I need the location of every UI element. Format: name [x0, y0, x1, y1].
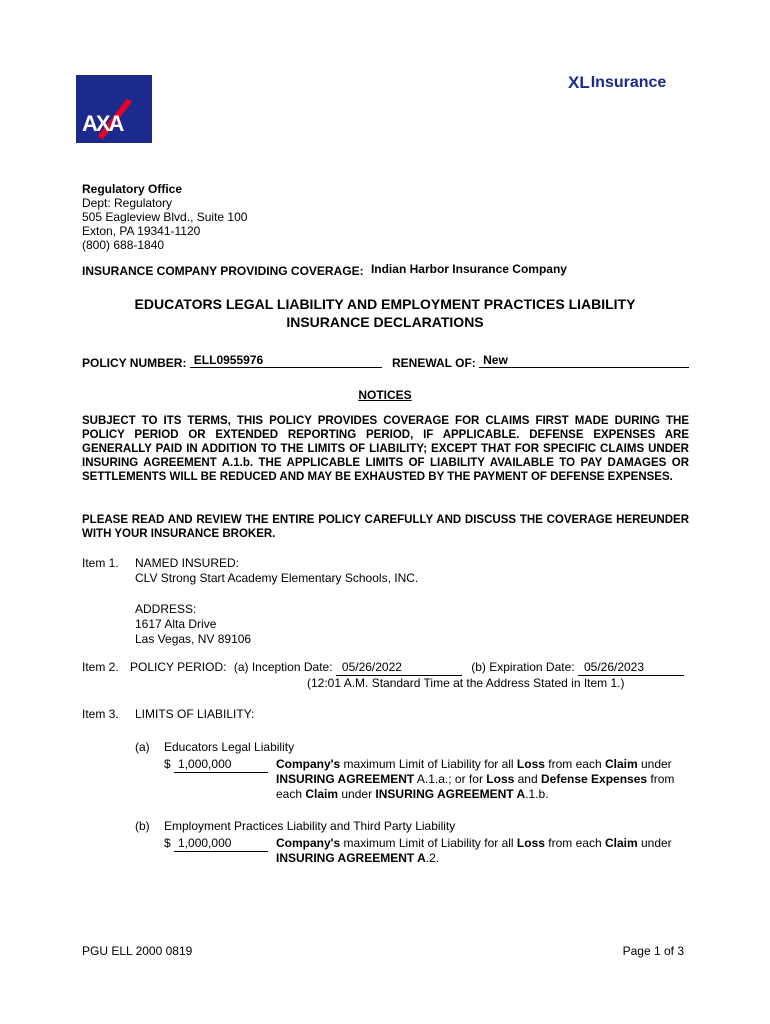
limit-a-loss: Loss	[516, 757, 545, 771]
limit-a-amount: 1,000,000	[174, 757, 268, 773]
axa-logo	[76, 75, 152, 143]
expiration-date: 05/26/2023	[578, 660, 684, 676]
limit-b-amount-line	[164, 836, 268, 852]
named-insured-heading: NAMED INSURED:	[135, 556, 240, 570]
named-insured-name: CLV Strong Start Academy Elementary Schools, INC.	[135, 571, 419, 585]
office-address-line1: 505 Eagleview Blvd., Suite 100	[82, 210, 248, 224]
limit-b-claim: Claim	[604, 836, 638, 850]
limit-b-amount: 1,000,000	[174, 836, 268, 852]
limit-a-claim: Claim	[604, 757, 638, 771]
limit-a-text: under	[338, 787, 376, 801]
limit-b-description	[276, 836, 676, 866]
office-title: Regulatory Office	[82, 182, 183, 196]
inception-date: 05/26/2022	[336, 660, 462, 676]
limit-a-company: Company's	[276, 757, 341, 771]
limit-b-title: Employment Practices Liability and Third Party Liability	[164, 819, 456, 833]
provider-line	[82, 264, 567, 278]
limit-a-text: .1.b.	[525, 787, 549, 801]
limit-b-marker: (b)	[135, 819, 150, 833]
policy-period-heading: POLICY PERIOD:	[130, 660, 227, 674]
notices-paragraph-2: PLEASE READ AND REVIEW THE ENTIRE POLICY CAREFULLY AND DISCUSS THE COVERAGE HEREUNDER WITH YOUR INSURANCE BROKER.	[82, 514, 689, 540]
limit-a-description	[276, 757, 676, 802]
limit-a-text: and	[514, 772, 541, 786]
limit-b-loss: Loss	[516, 836, 545, 850]
limit-b-company: Company's	[276, 836, 341, 850]
axa-logo-text: AXA	[82, 111, 123, 136]
document-title-line2: INSURANCE DECLARATIONS	[286, 314, 484, 330]
limit-a-insuring-agreement: INSURING AGREEMENT A	[375, 787, 526, 801]
notices-heading: NOTICES	[358, 388, 412, 402]
policy-number-label: POLICY NUMBER:	[82, 356, 187, 370]
footer-form-number: PGU ELL 2000 0819	[82, 944, 193, 958]
address-line1: 1617 Alta Drive	[135, 617, 217, 631]
item2-label: Item 2.	[82, 660, 119, 674]
provider-value: Indian Harbor Insurance Company	[370, 262, 567, 276]
limit-b-currency: $	[164, 836, 171, 850]
limit-a-claim: Claim	[305, 787, 339, 801]
limit-b-insuring-agreement: INSURING AGREEMENT A	[276, 851, 426, 865]
xl-insurance-logo	[568, 73, 666, 93]
limit-a-title: Educators Legal Liability	[164, 740, 295, 754]
limit-a-loss: Loss	[486, 772, 515, 786]
policy-period-line	[130, 660, 684, 676]
address-heading: ADDRESS:	[135, 602, 197, 616]
renewal-value: New	[479, 353, 689, 368]
limit-a-defense-expenses: Defense Expenses	[541, 772, 648, 786]
limit-b-text: maximum Limit of Liability for all	[340, 836, 517, 850]
notices-paragraph-1: SUBJECT TO ITS TERMS, THIS POLICY PROVIDES COVERAGE FOR CLAIMS FIRST MADE DURING THE POLICY PERIOD OR EXTENDED REPORTING PERIOD, IF APPLICABLE. DEFENSE EXPENSES ARE GENERALLY PAID IN ADDITION TO THE LIMITS OF LIABILITY; EXCEPT THAT FOR SPECIFIC CLAIMS UNDER INSURING AGREEMENT A.1.b. THE APPLICABLE LIMITS OF LIABILITY AVAILABLE TO PAY DAMAGES OR SETTLEMENTS WILL BE REDUCED AND MAY BE EXHAUSTED BY THE PAYMENT OF DEFENSE EXPENSES.	[82, 415, 689, 483]
limit-a-text: under	[637, 757, 672, 771]
limit-a-currency: $	[164, 757, 171, 771]
limits-heading: LIMITS OF LIABILITY:	[135, 707, 255, 721]
footer-page-number: Page 1 of 3	[622, 944, 684, 958]
office-address-line2: Exton, PA 19341-1120	[82, 224, 201, 238]
inception-label: (a) Inception Date:	[233, 660, 333, 674]
limit-b-text: .2.	[425, 851, 440, 865]
provider-label: INSURANCE COMPANY PROVIDING COVERAGE:	[82, 264, 364, 278]
policy-period-note: (12:01 A.M. Standard Time at the Address Stated in Item 1.)	[307, 676, 625, 690]
limit-a-text: maximum Limit of Liability for all	[340, 757, 517, 771]
limit-b-text: from each	[544, 836, 605, 850]
limit-a-text: A.1.a.; or for	[414, 772, 487, 786]
expiration-label: (b) Expiration Date:	[471, 660, 575, 674]
limit-a-insuring-agreement: INSURING AGREEMENT	[276, 772, 415, 786]
limit-a-marker: (a)	[135, 740, 150, 754]
policy-number-line	[82, 353, 382, 371]
policy-number-value: ELL0955976	[190, 353, 382, 368]
office-phone: (800) 688-1840	[82, 238, 165, 252]
item1-label: Item 1.	[82, 556, 119, 570]
limit-a-text: from	[647, 772, 675, 786]
xl-logo-mark: XL	[568, 73, 590, 92]
address-line2: Las Vegas, NV 89106	[135, 632, 252, 646]
limit-a-text: from each	[544, 757, 605, 771]
renewal-line	[392, 353, 689, 371]
limit-a-amount-line	[164, 757, 268, 773]
xl-logo-word: Insurance	[590, 74, 667, 91]
renewal-label: RENEWAL OF:	[392, 356, 476, 370]
item1-block	[135, 556, 418, 586]
limit-a-text: each	[276, 787, 306, 801]
document-title-line1: EDUCATORS LEGAL LIABILITY AND EMPLOYMENT PRACTICES LIABILITY	[134, 296, 636, 312]
insured-address-block	[135, 602, 251, 647]
office-dept: Dept: Regulatory	[82, 196, 173, 210]
regulatory-office-block	[82, 182, 247, 252]
item3-label: Item 3.	[82, 707, 119, 721]
limit-b-text: under	[637, 836, 672, 850]
